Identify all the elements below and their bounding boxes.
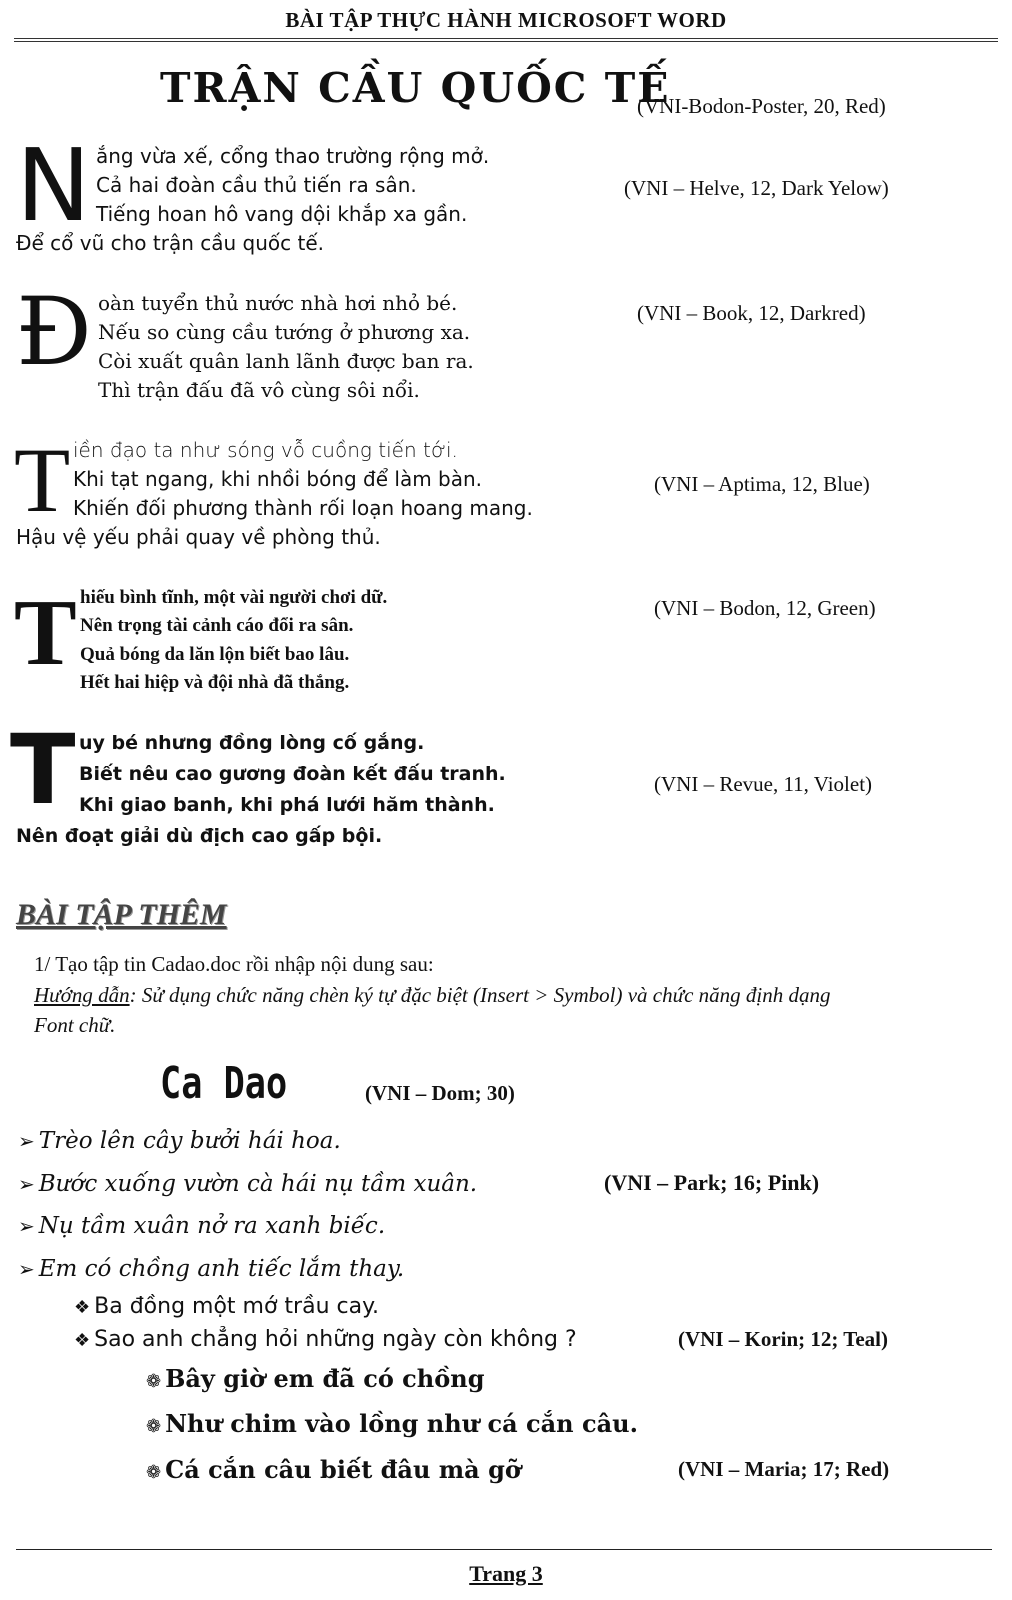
arrow-line: Em có chồng anh tiếc lắm thay. xyxy=(38,1256,405,1282)
stanza-line: Biết nêu cao gương đoàn kết đấu tranh. xyxy=(79,763,506,785)
flower-line: Bây giờ em đã có chồng xyxy=(165,1364,485,1393)
cadao-title: Ca Dao xyxy=(160,1058,288,1109)
flower-line: Như chim vào lồng như cá cắn câu. xyxy=(165,1409,638,1438)
stanza-line: Hậu vệ yếu phải quay về phòng thủ. xyxy=(16,525,381,549)
list-item xyxy=(146,1409,638,1438)
list-item xyxy=(18,1128,341,1154)
stanza-line: Tiếng hoan hô vang dội khắp xa gần. xyxy=(96,202,468,226)
footer-rule xyxy=(16,1549,992,1550)
arrow-line: Trèo lên cây bưởi hái hoa. xyxy=(38,1128,341,1154)
stanza-font-note: (VNI – Revue, 11, Violet) xyxy=(654,772,873,796)
stanza-line: iền đạo ta như sóng vỗ cuồng tiến tới. xyxy=(73,438,458,462)
header-rule xyxy=(14,38,998,42)
arrow-line: Nụ tầm xuân nở ra xanh biếc. xyxy=(38,1213,386,1239)
guide-label: Hướng dẫn xyxy=(34,983,130,1007)
diamond-line: Sao anh chẳng hỏi những ngày còn không ? xyxy=(94,1327,577,1352)
list-item xyxy=(18,1171,477,1197)
stanza-line: Khiến đối phương thành rối loạn hoang mang. xyxy=(73,496,533,520)
extra-heading: BÀI TẬP THÊM xyxy=(16,898,227,931)
stanza-line: Cả hai đoàn cầu thủ tiến ra sân. xyxy=(96,173,417,197)
dropcap: T xyxy=(14,581,77,685)
dropcap: Đ xyxy=(16,278,92,387)
guide-text: : Sử dụng chức năng chèn ký tự đặc biệt (Insert > Symbol) và chức năng định dạng xyxy=(129,983,831,1007)
stanza-font-note: (VNI – Helve, 12, Dark Yelow) xyxy=(624,176,889,200)
main-title-note: (VNI-Bodon-Poster, 20, Red) xyxy=(637,94,886,118)
dropcap: T xyxy=(10,714,76,826)
main-title: TRẬN CẦU QUỐC TẾ xyxy=(160,64,671,112)
diamond-bullet-icon: ❖ xyxy=(74,1330,91,1350)
stanza-line: ắng vừa xế, cổng thao trường rộng mở. xyxy=(96,144,490,168)
stanza-line: Khi giao banh, khi phá lưới hăm thành. xyxy=(79,794,495,816)
list-item xyxy=(74,1294,379,1319)
arrow-line: Bước xuống vườn cà hái nụ tầm xuân. xyxy=(38,1171,478,1197)
list-item xyxy=(74,1327,577,1352)
cadao-title-note: (VNI – Dom; 30) xyxy=(365,1081,515,1105)
flower-font-note: (VNI – Maria; 17; Red) xyxy=(678,1457,890,1481)
stanza-line: Quả bóng da lăn lộn biết bao lâu. xyxy=(80,644,350,665)
list-item xyxy=(18,1256,404,1282)
arrow-bullet-icon: ➢ xyxy=(18,1216,35,1238)
stanza-line: Hết hai hiệp và đội nhà đã thắng. xyxy=(80,672,350,693)
extra-task: 1/ Tạo tập tin Cadao.doc rồi nhập nội dung sau: xyxy=(34,952,434,976)
dropcap: N xyxy=(16,127,91,244)
flower-bullet-icon: ❁ xyxy=(146,1462,162,1482)
stanza-line: Khi tạt ngang, khi nhồi bóng để làm bàn. xyxy=(73,467,483,491)
stanza-line: Nên trọng tài cảnh cáo đổi ra sân. xyxy=(80,615,354,636)
list-item xyxy=(146,1364,484,1393)
page-number: Trang 3 xyxy=(469,1561,543,1586)
arrow-bullet-icon: ➢ xyxy=(18,1131,35,1153)
stanza-line: uy bé nhưng đồng lòng cố gắng. xyxy=(79,732,425,754)
stanza-font-note: (VNI – Aptima, 12, Blue) xyxy=(654,472,870,496)
arrow-bullet-icon: ➢ xyxy=(18,1259,35,1281)
stanza-line: Để cổ vũ cho trận cầu quốc tế. xyxy=(16,231,324,255)
diamond-line: Ba đồng một mớ trầu cay. xyxy=(94,1294,379,1319)
stanza-line: Nếu so cùng cầu tướng ở phương xa. xyxy=(98,320,471,344)
list-item xyxy=(146,1455,521,1484)
diamond-font-note: (VNI – Korin; 12; Teal) xyxy=(678,1327,888,1351)
stanza-font-note: (VNI – Book, 12, Darkred) xyxy=(637,301,866,325)
extra-guide xyxy=(34,983,830,1008)
diamond-bullet-icon: ❖ xyxy=(74,1297,91,1317)
page-header-title: BÀI TẬP THỰC HÀNH MICROSOFT WORD xyxy=(285,8,727,32)
extra-guide-cont: Font chữ. xyxy=(34,1013,116,1037)
stanza-line: Nên đoạt giải dù địch cao gấp bội. xyxy=(16,825,383,847)
list-item xyxy=(18,1213,385,1239)
flower-bullet-icon: ❁ xyxy=(146,1371,162,1391)
stanza-line: hiếu bình tĩnh, một vài người chơi dữ. xyxy=(80,587,388,608)
flower-bullet-icon: ❁ xyxy=(146,1416,162,1436)
arrow-font-note: (VNI – Park; 16; Pink) xyxy=(604,1170,820,1195)
stanza-font-note: (VNI – Bodon, 12, Green) xyxy=(654,596,876,620)
flower-line: Cá cắn câu biết đâu mà gỡ xyxy=(165,1455,521,1484)
stanza-line: oàn tuyển thủ nước nhà hơi nhỏ bé. xyxy=(98,291,458,315)
arrow-bullet-icon: ➢ xyxy=(18,1174,35,1196)
stanza-line: Còi xuất quân lanh lãnh được ban ra. xyxy=(98,349,474,373)
stanza-line: Thì trận đấu đã vô cùng sôi nổi. xyxy=(98,378,420,402)
dropcap: T xyxy=(14,429,71,531)
